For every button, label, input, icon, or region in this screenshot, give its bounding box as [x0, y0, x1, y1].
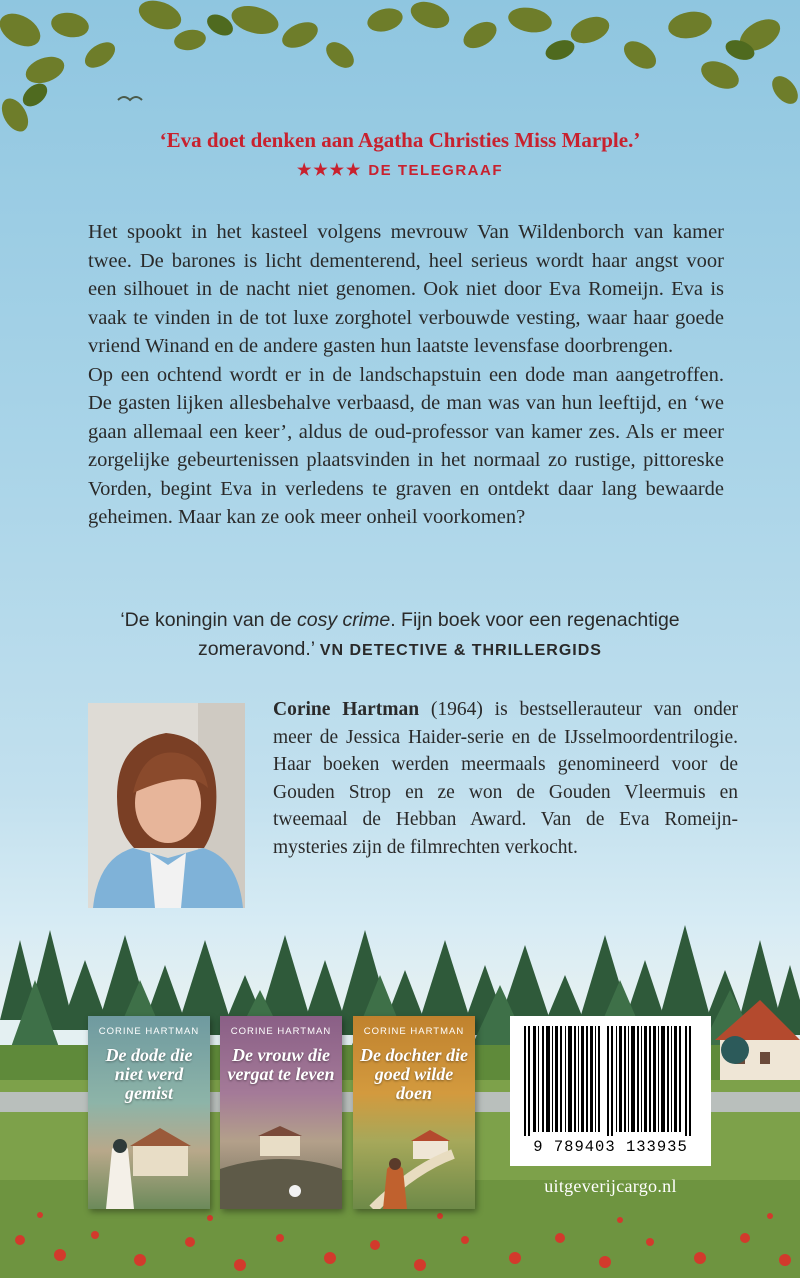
barcode-bars [510, 1016, 711, 1136]
rating-stars: ★★★★ [296, 162, 363, 179]
review-quote-vn-text-2: . Fijn boek voor een regenachtige zomeravond.’ [198, 609, 680, 660]
review-quote-vn-italic: cosy crime [297, 609, 391, 631]
review-quote-vn-text-1: ‘De koningin van de [120, 609, 298, 631]
review-source-name: DE TELEGRAAF [368, 162, 504, 179]
book-cover-3 [353, 1016, 475, 1209]
author-photo [88, 703, 245, 908]
book-blurb [88, 218, 724, 532]
book-cover-3-author: CORINE HARTMAN [363, 1026, 465, 1037]
book-cover-2 [220, 1016, 342, 1209]
book-cover-1 [88, 1016, 210, 1209]
review-source-telegraaf [0, 160, 800, 180]
publisher-website: uitgeverijcargo.nl [544, 1176, 677, 1196]
book-cover-2-author: CORINE HARTMAN [230, 1026, 332, 1037]
book-cover-1-title: De dode die niet werd gemist [105, 1045, 193, 1103]
blurb-paragraph-2: Op een ochtend wordt er in de landschapstuin een dode man aangetroffen. De gasten lijken allesbehalve verbaasd, de man was van hun leeftijd, en ‘we gaan allemaal een keer’, aldus de oud-professor van kamer zes. Als er meer zorgelijke gebeurtenissen plaatsvinden in het normaal zo rustige, pittoreske Vorden, begint Eva in verledens te graven en ontdekt daar lang bewaarde geheimen. Maar kan ze ook meer onheil voorkomen? [88, 363, 724, 528]
book-cover-2-title: De vrouw die vergat te leven [227, 1045, 335, 1084]
book-cover-3-title: De dochter die goed wilde doen [360, 1045, 468, 1103]
barcode [510, 1016, 711, 1166]
review-quote-vn [60, 606, 740, 665]
review-source-vn: VN DETECTIVE & THRILLERGIDS [319, 642, 602, 659]
review-quote-telegraaf: ‘Eva doet denken aan Agatha Christies Miss Marple.’ [159, 128, 641, 152]
author-name: Corine Hartman [273, 699, 420, 720]
book-cover-1-author: CORINE HARTMAN [98, 1026, 200, 1037]
author-bio [273, 696, 738, 861]
blurb-paragraph-1: Het spookt in het kasteel volgens mevrouw Van Wildenborch van kamer twee. De barones is licht dementerend, heel serieus wordt haar angst voor een silhouet in de nacht niet genomen. Ook niet door Eva Romeijn. Eva is vaak te vinden in de tot luxe zorghotel verbouwde vesting, waar haar goede vriend Winand en de andere gasten hun laatste levensfase doorbrengen. [88, 221, 724, 357]
author-bio-text: (1964) is bestsellerauteur van onder meer de Jessica Haider-serie en de IJsselmoordentrilogie. Haar boeken werden meermaals genomineerd voor de Gouden Strop en ze won de Gouden Vleermuis en tweemaal de Hebban Award. Van de Eva Romeijn-mysteries zijn de filmrechten verkocht. [273, 699, 738, 858]
barcode-number: 9 789403 133935 [533, 1138, 688, 1156]
